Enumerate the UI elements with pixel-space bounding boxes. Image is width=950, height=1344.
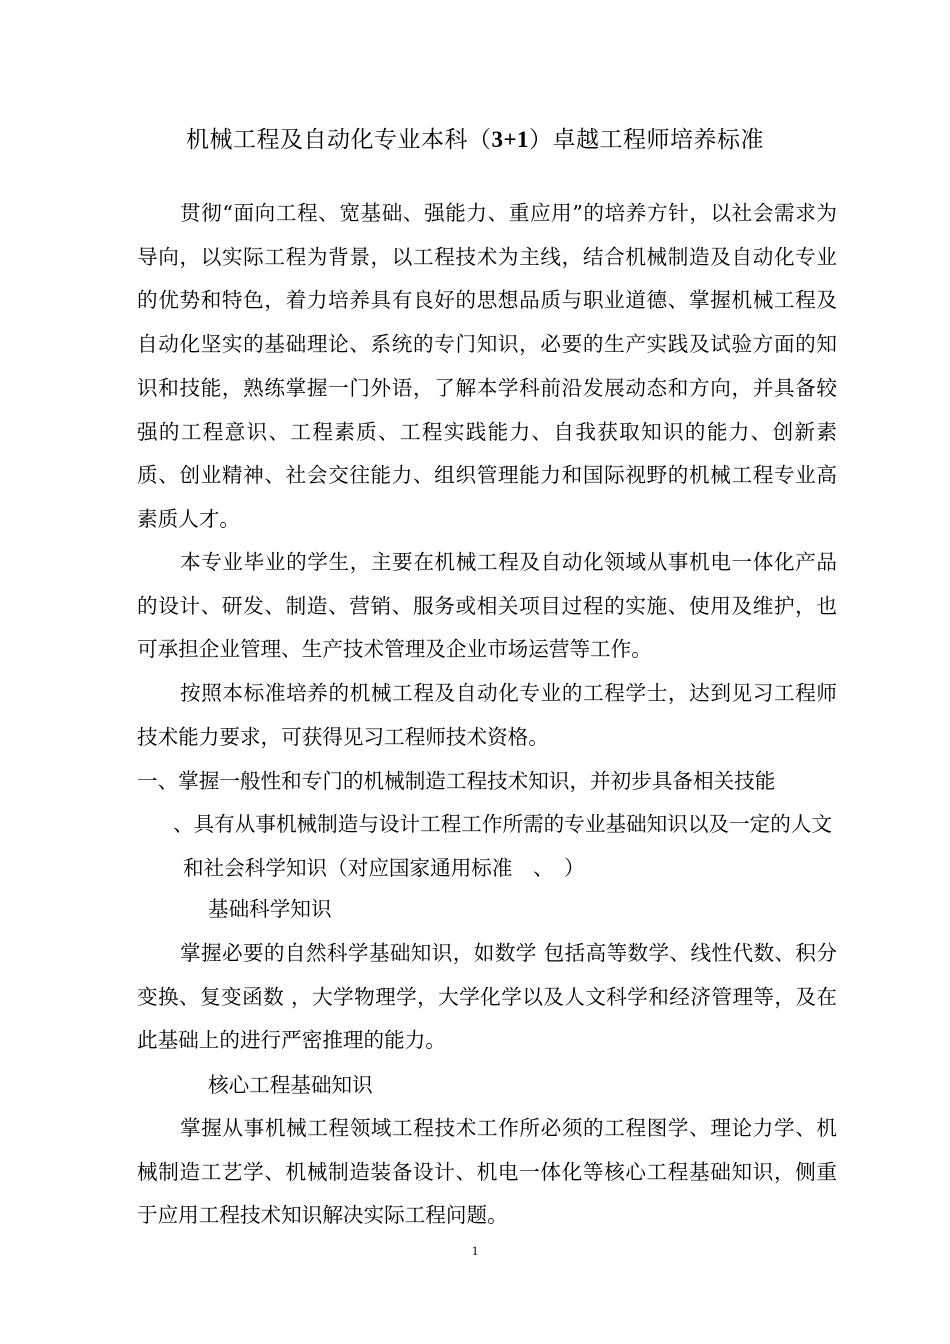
subheading-core-engineering: 核心工程基础知识 [208, 1073, 373, 1097]
title-suffix: ）卓越工程师培养标准 [529, 127, 765, 153]
paragraph-graduate-employment: 本专业毕业的学生，主要在机械工程及自动化领域从事机电一体化产品的设计、研发、制造、营销、服务或相关项目过程的实施、使用及维护，也可承担企业管理、生产技术管理及企业市场运营等工作。 [137, 550, 837, 662]
paragraph-training-policy: 贯彻“面向工程、宽基础、强能力、重应用”的培养方针，以社会需求为导向，以实际工程为背景，以工程技术为主线，结合机械制造及自动化专业的优势和特色，着力培养具有良好的思想品质与职业道德、掌握机械工程及自动化坚实的基础理论、系统的专门知识，必要的生产实践及试验方面的知识和技能，熟练掌握一门外语，了解本学科前沿发展动态和方向，并具备较强的工程意识、工程素质、工程实践能力、自我获取知识的能力、创新素质、创业精神、社会交往能力、组织管理能力和国际视野的机械工程专业高素质人才。 [137, 201, 837, 531]
page-number: 1 [471, 1243, 479, 1258]
paragraph-qualification: 按照本标准培养的机械工程及自动化专业的工程学士，达到见习工程师技术能力要求，可获得见习工程师技术资格。 [137, 681, 837, 749]
paragraph-basic-science: 掌握必要的自然科学基础知识，如数学 包括高等数学、线性代数、积分变换、复变函数 ，大学物理学，大学化学以及人文科学和经济管理等，及在此基础上的进行严密推理的能力。 [137, 941, 837, 1053]
title-prefix: 机械工程及自动化专业本科（ [185, 127, 492, 153]
title-bold-part: 3+1 [491, 127, 530, 152]
section-1-item: 、具有从事机械制造与设计工程工作所需的专业基础知识以及一定的人文和社会科学知识（对应国家通用标准 、 ） [173, 812, 832, 880]
paragraph-core-engineering: 掌握从事机械工程领域工程技术工作所必须的工程图学、理论力学、机械制造工艺学、机械制造装备设计、机电一体化等核心工程基础知识，侧重于应用工程技术知识解决实际工程问题。 [137, 1116, 837, 1228]
document-title [0, 124, 950, 156]
subheading-basic-science: 基础科学知识 [208, 897, 332, 921]
section-1-heading: 一、掌握一般性和专门的机械制造工程技术知识，并初步具备相关技能 [137, 769, 776, 793]
